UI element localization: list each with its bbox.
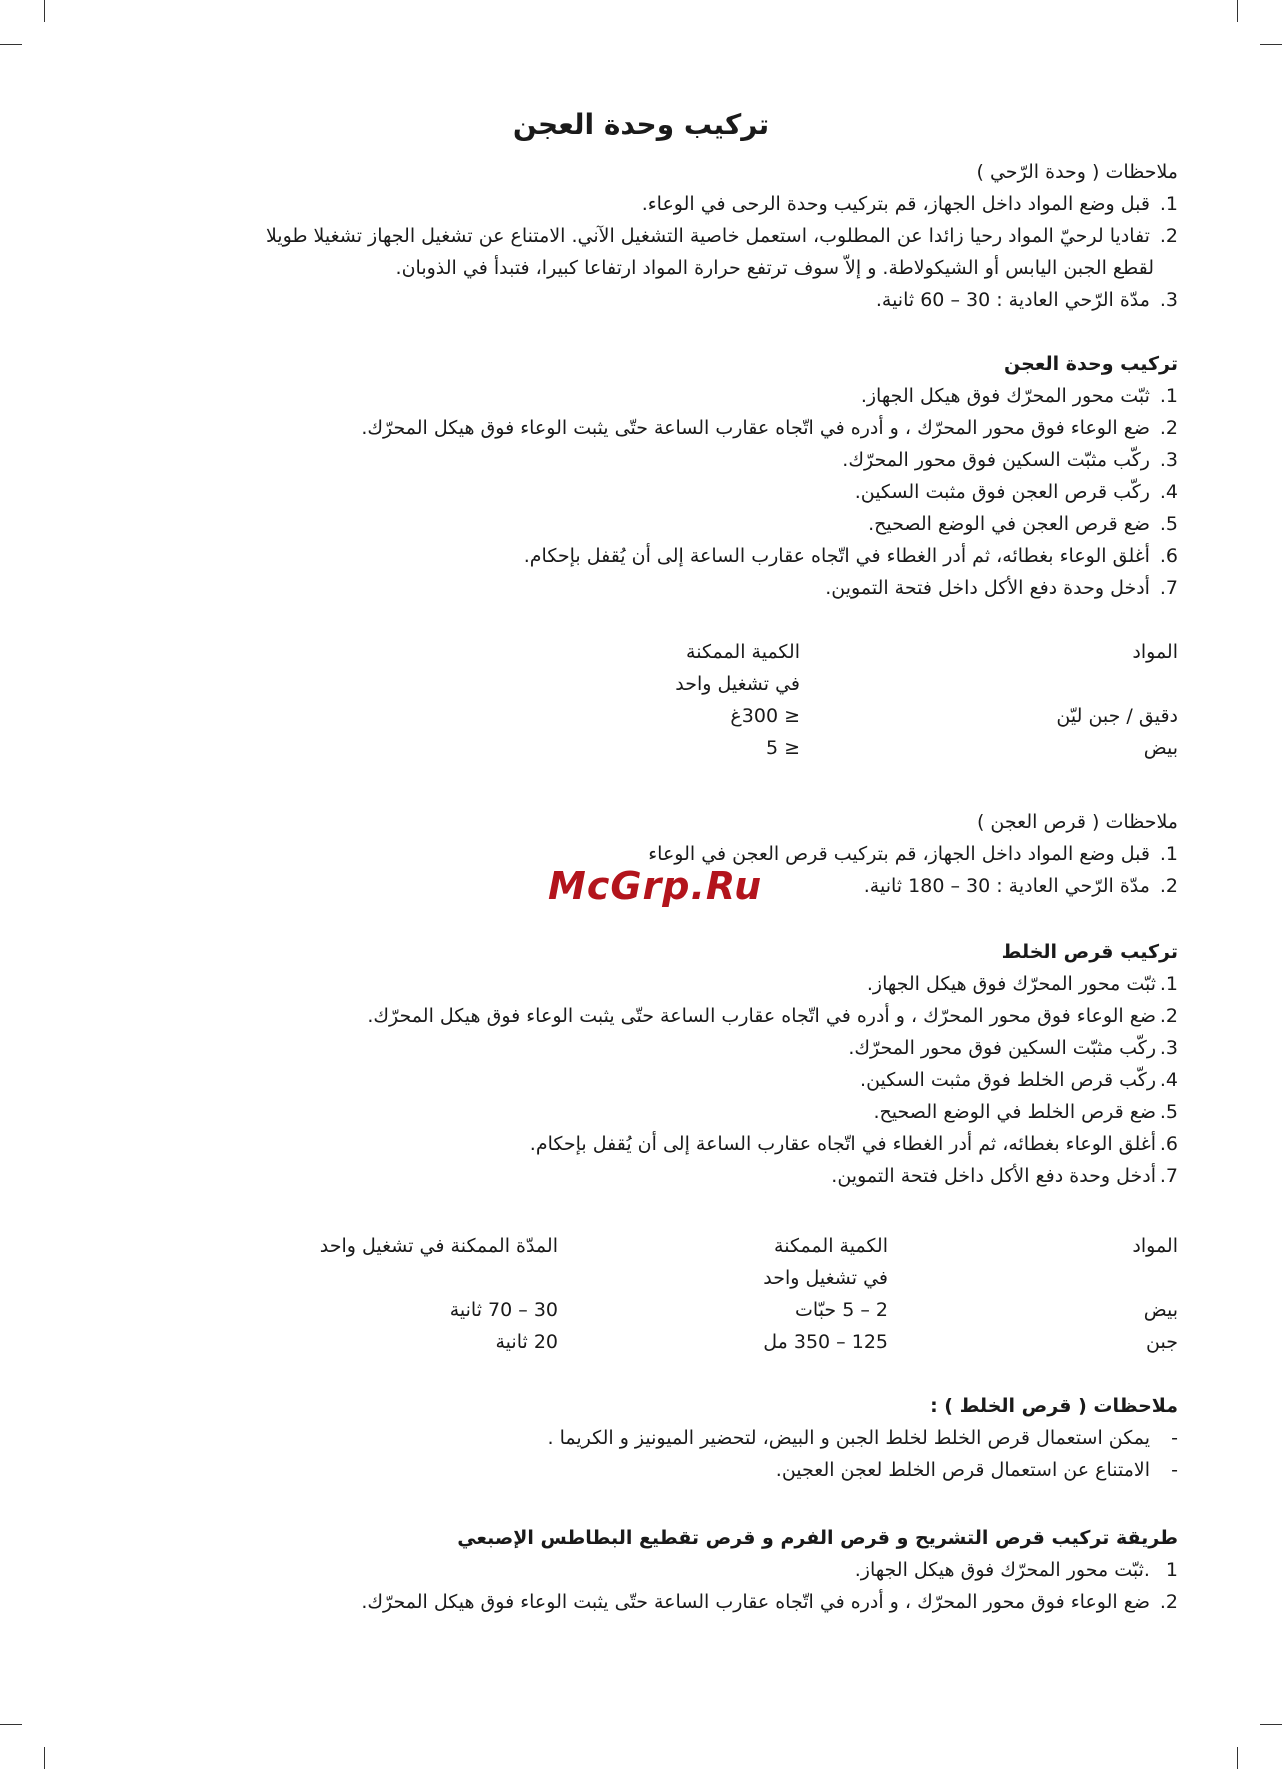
- item-text: يمكن استعمال قرص الخلط لخلط الجبن و البيض، لتحضير الميونيز و الكريما .: [547, 1427, 1150, 1449]
- table-cell-quantity: ≤ 300غ: [730, 705, 800, 727]
- mixing-install-section: [98, 936, 1178, 1192]
- list-item: [98, 508, 1178, 540]
- table-row: [98, 1294, 1178, 1326]
- item-text: تفاديا لرحيّ المواد رحيا زائدا عن المطلوب، استعمل خاصية التشغيل الآني. الامتناع عن تشغيل الجهاز تشغيلا طويلا: [265, 225, 1150, 247]
- table-cell-quantity: ≤ 5: [765, 737, 800, 759]
- item-number: 1.: [1159, 385, 1178, 407]
- list-item: [98, 1454, 1178, 1486]
- table-row: [98, 1326, 1178, 1358]
- section-heading: تركيب قرص الخلط: [1001, 941, 1178, 963]
- item-number: 1: [1165, 1559, 1178, 1581]
- table-cell-material: جبن: [1146, 1331, 1178, 1353]
- table-header-quantity-sub: في تشغيل واحد: [675, 673, 800, 695]
- item-text: ضع قرص العجن في الوضع الصحيح.: [868, 513, 1150, 535]
- item-bullet: -: [1171, 1459, 1178, 1481]
- table-header-duration: المدّة الممكنة في تشغيل واحد: [319, 1235, 558, 1257]
- item-text: أدخل وحدة دفع الأكل داخل فتحة التموين.: [825, 577, 1150, 599]
- list-item: [98, 1554, 1178, 1586]
- list-item: [98, 412, 1178, 444]
- grinding-notes-heading: ملاحظات ( وحدة الرّحي ): [976, 161, 1178, 183]
- item-text: أغلق الوعاء بغطائه، ثم أدر الغطاء في اتّجاه عقارب الساعة إلى أن يُقفل بإحكام.: [529, 1133, 1156, 1155]
- item-text: مدّة الرّحي العادية : 30 – 60 ثانية.: [875, 289, 1150, 311]
- item-text: ثبّت محور المحرّك فوق هيكل الجهاز.: [866, 973, 1156, 995]
- item-text: ضع الوعاء فوق محور المحرّك ، و أدره في اتّجاه عقارب الساعة حتّى يثبت الوعاء فوق هيكل المحرّك.: [361, 417, 1150, 439]
- table-header-row: [98, 636, 1178, 668]
- table-header-quantity: الكمية الممكنة: [686, 641, 800, 663]
- item-number: 4.: [1159, 1069, 1178, 1091]
- item-text: قبل وضع المواد داخل الجهاز، قم بتركيب قرص العجن في الوعاء: [648, 843, 1150, 865]
- item-number: 5.: [1159, 1101, 1178, 1123]
- list-item: [98, 1128, 1178, 1160]
- list-item: [98, 1064, 1178, 1096]
- item-number: 3.: [1159, 289, 1178, 311]
- crop-mark: [1237, 0, 1238, 22]
- list-item: [98, 540, 1178, 572]
- crop-mark: [44, 0, 45, 22]
- crop-mark: [0, 44, 22, 45]
- table-row: [98, 700, 1178, 732]
- item-text: أدخل وحدة دفع الأكل داخل فتحة التموين.: [831, 1165, 1156, 1187]
- table-cell-material: دقيق / جبن ليّن: [1056, 705, 1178, 727]
- crop-mark: [1237, 1747, 1238, 1769]
- item-number: 1.: [1159, 193, 1178, 215]
- list-item: [98, 380, 1178, 412]
- grinding-notes-section: [98, 156, 1178, 316]
- item-number: 2.: [1159, 417, 1178, 439]
- list-item: [98, 1000, 1178, 1032]
- item-number: 3.: [1159, 1037, 1178, 1059]
- list-item: [98, 284, 1178, 316]
- item-text: لقطع الجبن اليابس أو الشيكولاطة. و إلاّ سوف ترتفع حرارة المواد ارتفاعا كبيرا، فتبدأ في الذوبان.: [395, 257, 1154, 279]
- list-item: [98, 188, 1178, 220]
- item-text: ضع قرص الخلط في الوضع الصحيح.: [873, 1101, 1156, 1123]
- kneading-table: [98, 636, 1178, 764]
- table-header-row: [98, 1230, 1178, 1262]
- item-number: 5.: [1159, 513, 1178, 535]
- item-text: .ثبّت محور المحرّك فوق هيكل الجهاز.: [854, 1559, 1150, 1581]
- list-item: [98, 1032, 1178, 1064]
- list-item-continuation: [98, 252, 1178, 284]
- item-bullet: -: [1171, 1427, 1178, 1449]
- table-cell-duration: 20 ثانية: [495, 1331, 558, 1353]
- item-number: 3.: [1159, 449, 1178, 471]
- section-heading: تركيب وحدة العجن: [1004, 353, 1178, 375]
- item-number: 2.: [1159, 1005, 1178, 1027]
- crop-mark: [1260, 1724, 1282, 1725]
- list-item: [98, 444, 1178, 476]
- table-header-row: [98, 668, 1178, 700]
- mixing-table: [98, 1230, 1178, 1358]
- item-number: 1.: [1159, 973, 1178, 995]
- table-cell-quantity: 125 – 350 مل: [763, 1331, 888, 1353]
- list-item: [98, 220, 1178, 252]
- table-header-row: [98, 1262, 1178, 1294]
- list-item: [98, 476, 1178, 508]
- item-text: ضع الوعاء فوق محور المحرّك ، و أدره في اتّجاه عقارب الساعة حتّى يثبت الوعاء فوق هيكل المحرّك.: [361, 1591, 1150, 1613]
- table-cell-quantity: 2 – 5 حبّات: [795, 1299, 888, 1321]
- section-heading: طريقة تركيب قرص التشريح و قرص الفرم و قرص تقطيع البطاطس الإصبعي: [457, 1527, 1178, 1549]
- crop-mark: [0, 1724, 22, 1725]
- list-item: [98, 1422, 1178, 1454]
- table-cell-material: بيض: [1143, 1299, 1178, 1321]
- item-number: 1.: [1159, 843, 1178, 865]
- section-heading: ملاحظات ( قرص الخلط ) :: [930, 1395, 1178, 1417]
- item-text: ركّب مثبّت السكين فوق محور المحرّك.: [848, 1037, 1156, 1059]
- list-item: [98, 1586, 1178, 1618]
- item-number: 6.: [1159, 545, 1178, 567]
- table-header-material: المواد: [1132, 1235, 1178, 1257]
- item-text: ركّب مثبّت السكين فوق محور المحرّك.: [842, 449, 1150, 471]
- table-cell-material: بيض: [1143, 737, 1178, 759]
- kneading-notes-heading: ملاحظات ( قرص العجن ): [976, 811, 1178, 833]
- list-item: [98, 968, 1178, 1000]
- item-number: 6.: [1159, 1133, 1178, 1155]
- item-number: 2.: [1159, 1591, 1178, 1613]
- item-text: ثبّت محور المحرّك فوق هيكل الجهاز.: [860, 385, 1150, 407]
- list-item: [98, 1096, 1178, 1128]
- item-number: 4.: [1159, 481, 1178, 503]
- table-header-quantity-sub: في تشغيل واحد: [763, 1267, 888, 1289]
- page-title: تركيب وحدة العجن: [512, 108, 770, 141]
- crop-mark: [1260, 44, 1282, 45]
- item-number: 7.: [1159, 577, 1178, 599]
- item-number: 2.: [1159, 875, 1178, 897]
- item-text: ركّب قرص الخلط فوق مثبت السكين.: [860, 1069, 1156, 1091]
- item-text: مدّة الرّحي العادية : 30 – 180 ثانية.: [863, 875, 1150, 897]
- list-item: [98, 1160, 1178, 1192]
- item-text: أغلق الوعاء بغطائه، ثم أدر الغطاء في اتّجاه عقارب الساعة إلى أن يُقفل بإحكام.: [523, 545, 1150, 567]
- item-text: ركّب قرص العجن فوق مثبت السكين.: [854, 481, 1150, 503]
- crop-mark: [44, 1747, 45, 1769]
- watermark: McGrp.Ru: [548, 864, 763, 908]
- table-row: [98, 732, 1178, 764]
- table-cell-duration: 30 – 70 ثانية: [449, 1299, 558, 1321]
- table-header-material: المواد: [1132, 641, 1178, 663]
- kneading-install-section: [98, 348, 1178, 604]
- item-number: 7.: [1159, 1165, 1178, 1187]
- item-text: قبل وضع المواد داخل الجهاز، قم بتركيب وحدة الرحى في الوعاء.: [641, 193, 1150, 215]
- item-text: الامتناع عن استعمال قرص الخلط لعجن العجين.: [775, 1459, 1150, 1481]
- table-header-quantity: الكمية الممكنة: [774, 1235, 888, 1257]
- item-text: ضع الوعاء فوق محور المحرّك ، و أدره في اتّجاه عقارب الساعة حتّى يثبت الوعاء فوق هيكل المحرّك.: [367, 1005, 1156, 1027]
- slicing-install-section: [98, 1522, 1178, 1618]
- list-item: [98, 572, 1178, 604]
- item-number: 2.: [1159, 225, 1178, 247]
- mixing-notes-section: [98, 1390, 1178, 1486]
